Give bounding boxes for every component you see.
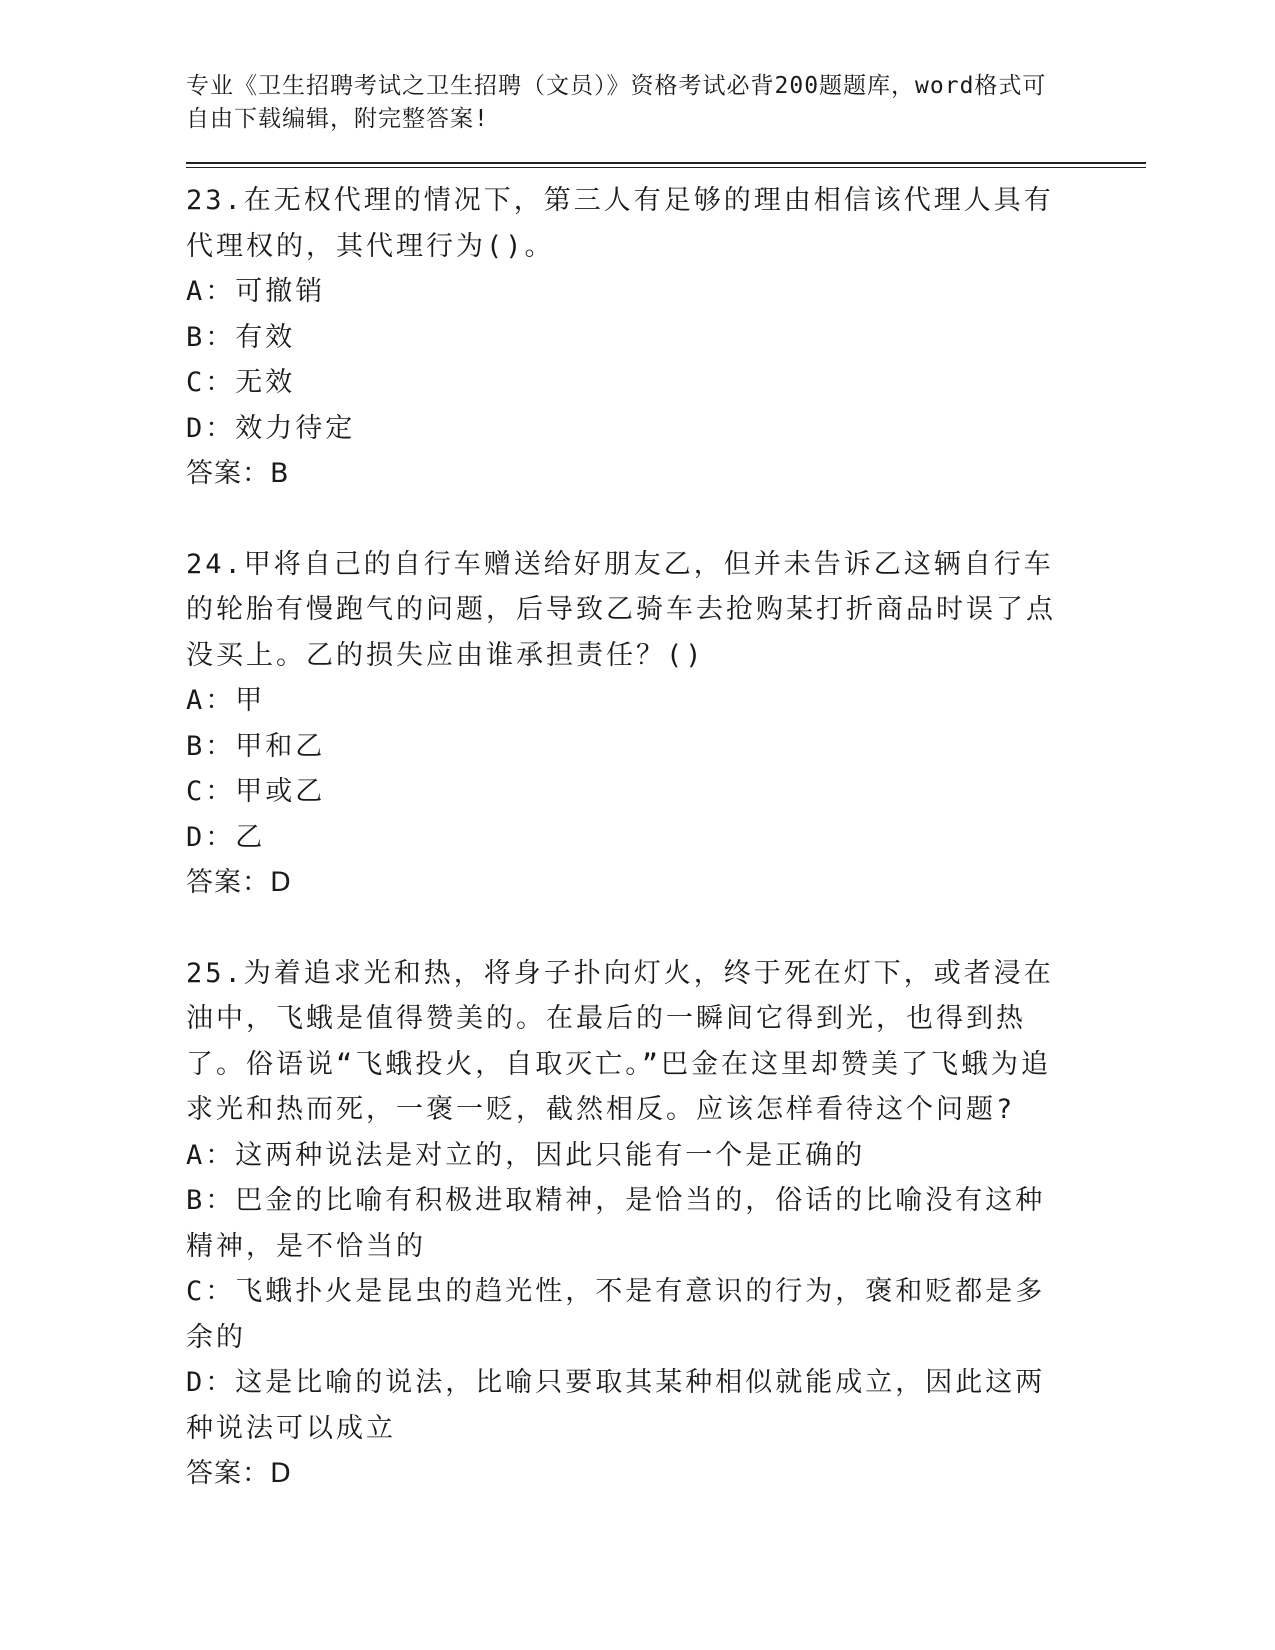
header-divider [186,162,1146,168]
question-23 [186,178,1066,497]
option-b: B：甲和乙 [186,730,326,762]
option-c: C：甲或乙 [186,776,326,807]
answer-line: 答案：D [186,867,292,898]
option-b: B：巴金的比喻有积极进取精神，是恰当的，俗话的比喻没有这种精神，是不恰当的 [186,1185,1046,1262]
question-24 [186,542,1066,906]
question-stem: 25.为着追求光和热，将身子扑向灯火，终于死在灯下，或者浸在油中，飞蛾是值得赞美的。在最后的一瞬间它得到光，也得到热了。俗语说“飞蛾投火，自取灭亡。”巴金在这里却赞美了飞蛾为追求光和热而死，一褒一贬，截然相反。应该怎样看待这个问题? [186,957,1054,1125]
option-c: C：飞蛾扑火是昆虫的趋光性，不是有意识的行为，褒和贬都是多余的 [186,1276,1046,1353]
question-stem: 24.甲将自己的自行车赠送给好朋友乙，但并未告诉乙这辆自行车的轮胎有慢跑气的问题，后导致乙骑车去抢购某打折商品时误了点没买上。乙的损失应由谁承担责任？() [186,548,1056,671]
option-c: C：无效 [186,367,296,398]
option-a: A：甲 [186,685,266,716]
option-a: A：这两种说法是对立的，因此只能有一个是正确的 [186,1139,866,1171]
question-25 [186,951,1066,1497]
question-list [186,178,1146,1497]
option-d: D：这是比喻的说法，比喻只要取其某种相似就能成立，因此这两种说法可以成立 [186,1367,1046,1444]
document-page [186,70,1146,1497]
option-b: B：有效 [186,321,296,353]
answer-line: 答案：B [186,458,290,489]
option-d: D：效力待定 [186,412,356,444]
option-a: A：可撤销 [186,276,326,307]
document-header: 专业《卫生招聘考试之卫生招聘（文员）》资格考试必背200题题库，word格式可自由下载编辑，附完整答案! [186,73,1047,132]
question-stem: 23.在无权代理的情况下，第三人有足够的理由相信该代理人具有代理权的，其代理行为()。 [186,185,1054,262]
option-d: D：乙 [186,821,266,853]
answer-line: 答案：D [186,1458,292,1489]
